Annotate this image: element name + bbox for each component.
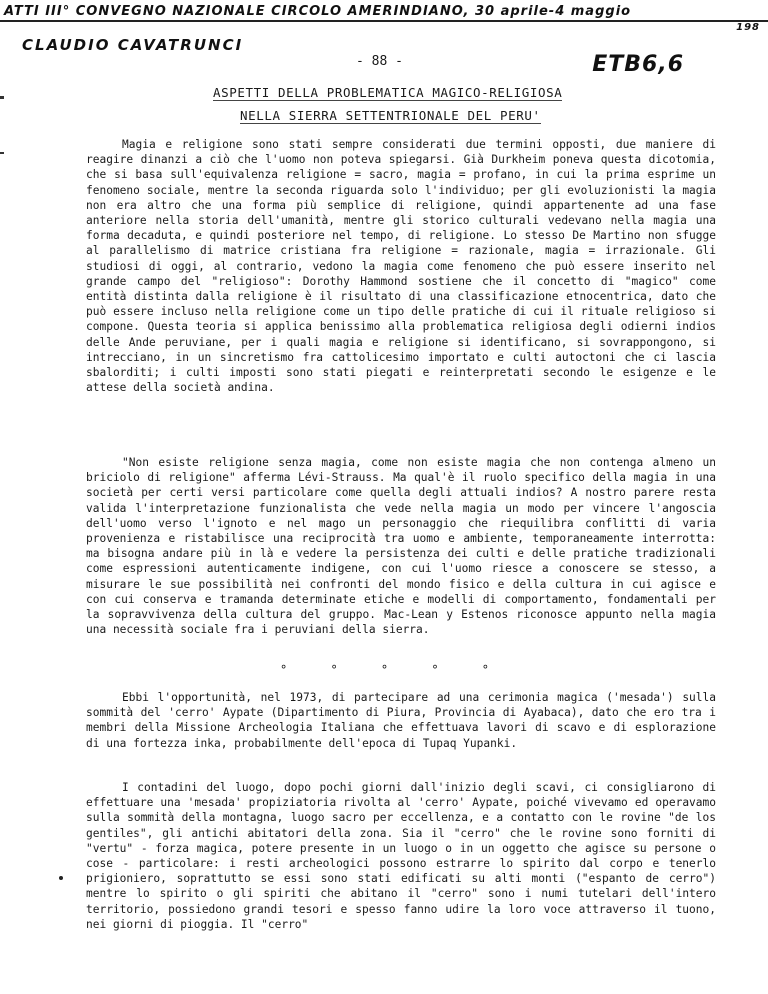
document-title-line1: ASPETTI DELLA PROBLEMATICA MAGICO-RELIGIOSA — [213, 85, 563, 100]
handwritten-author: CLAUDIO CAVATRUNCI — [22, 36, 244, 54]
margin-mark — [0, 152, 4, 154]
body-paragraph-3: Ebbi l'opportunità, nel 1973, di partecipare ad una cerimonia magica ('mesada') sulla sommità del 'cerro' Aypate (Dipartimento di Piura, Provincia di Ayabaca), dato che ero tra i membri della Missione Archeologia Italiana che effettuava lavori di scavo e di esplorazione di una fortezza inka, probabilmente dell'epoca di Tupaq Yupanki. — [86, 691, 716, 750]
handwritten-archive-code: ETB6,6 — [592, 52, 684, 77]
document-title-line2: NELLA SIERRA SETTENTRIONALE DEL PERU' — [240, 108, 541, 123]
section-separator: ° ° ° ° ° — [280, 663, 508, 677]
page-number: - 88 - — [356, 54, 403, 69]
body-paragraph-4: I contadini del luogo, dopo pochi giorni dall'inizio degli scavi, ci consigliarono di effettuare una 'mesada' propiziatoria rivolta al 'cerro' Aypate, poiché vivevamo ed operavamo sulla sommità della montagna, luogo sacro per eccellenza, e a contatto con le rovine "de los gentiles", gli antichi abitatori della zona. Sia il "cerro" che le rovine sono forniti di "vertu" - forza magica, potere presente in un luogo o in un oggetto che agisce su persone o cose - particolare: i resti archeologici possono estrarre lo spirito dal corpo e tenerlo prigioniero, soprattutto se essi sono stati edificati su alti monti ("espanto de cerro") mentre lo spirito o gli spiriti che abitano il "cerro" sono i numi tutelari dell'intero territorio, possiedono grandi tesori e spesso fanno udire la loro voce attraverso il tuono, nei giorni di pioggia. Il "cerro" — [86, 781, 716, 931]
margin-mark — [0, 96, 4, 99]
top-rule — [0, 20, 768, 22]
margin-dot — [59, 876, 63, 880]
handwritten-conference-note: ATTI III° CONVEGNO NAZIONALE CIRCOLO AMERINDIANO, 30 aprile-4 maggio — [4, 4, 632, 19]
body-paragraph-2: "Non esiste religione senza magia, come non esiste magia che non contenga almeno un briciolo di religione" afferma Lévi-Strauss. Ma qual'è il ruolo specifico della magia in una società per certi versi particolare come quella degli attuali indios? A nostro parere resta valida l'interpretazione funzionalista che vede nella magia un modo per vincere l'angoscia dell'uomo verso l'ignoto e nel mago un personaggio che riequilibra conflitti di varia provenienza e ristabilisce una reciprocità tra uomo e ambiente, temporaneamente interrotta: ma bisogna andare più in là e vedere la persistenza dei culti e delle pratiche tradizionali come espressioni autenticamente indigene, con cui l'uomo riesce a conoscere se stesso, a misurare le sue possibilità nei confronti del mondo fisico e della cultura in cui agisce e con cui conserva e tramanda determinate etiche e modelli di comportamento, fondamentali per la sopravvivenza della cultura del gruppo. Mac-Lean y Estenos riconosce appunto nella magia una necessità sociale fra i peruviani della sierra. — [86, 456, 716, 637]
body-paragraph-1: Magia e religione sono stati sempre considerati due termini opposti, due maniere di reagire dinanzi a ciò che l'uomo non poteva spiegarsi. Già Durkheim poneva questa dicotomia, che si basa sull'equivalenza religione = sacro, magia = profano, in cui la prima esprime un fenomeno sociale, mentre la seconda riguarda solo l'individuo; per gli evoluzionisti la magia non era altro che una forma più semplice di religione, quindi appartenente ad una fase anteriore nella storia dell'umanità, mentre gli storico culturali vedevano nella magia una forma decaduta, e quindi posteriore nel tempo, di religione. Lo stesso De Martino non sfugge al parallelismo di matrice cristiana fra religione = razionale, magia = irrazionale. Gli studiosi di oggi, al contrario, vedono la magia come fenomeno che può essere inserito nel grande campo del "religioso": Dorothy Hammond sostiene che il concetto di "magico" come entità distinta dalla religione è il risultato di una classificazione etnocentrica, dato che può essere incluso nella religione come un tipo delle pratiche di cui il rituale religioso si compone. Questa teoria si applica benissimo alla problematica religiosa degli odierni indios delle Ande peruviane, per i quali magia e religione si identificano, si sovrappongono, si intrecciano, in un sincretismo fra cattolicesimo importato e culti autoctoni che ci lascia sbalorditi; i culti imposti sono stati piegati e reinterpretati secondo le esigenze e le attese della società andina. — [86, 138, 716, 395]
handwritten-year: 198 — [736, 22, 760, 33]
